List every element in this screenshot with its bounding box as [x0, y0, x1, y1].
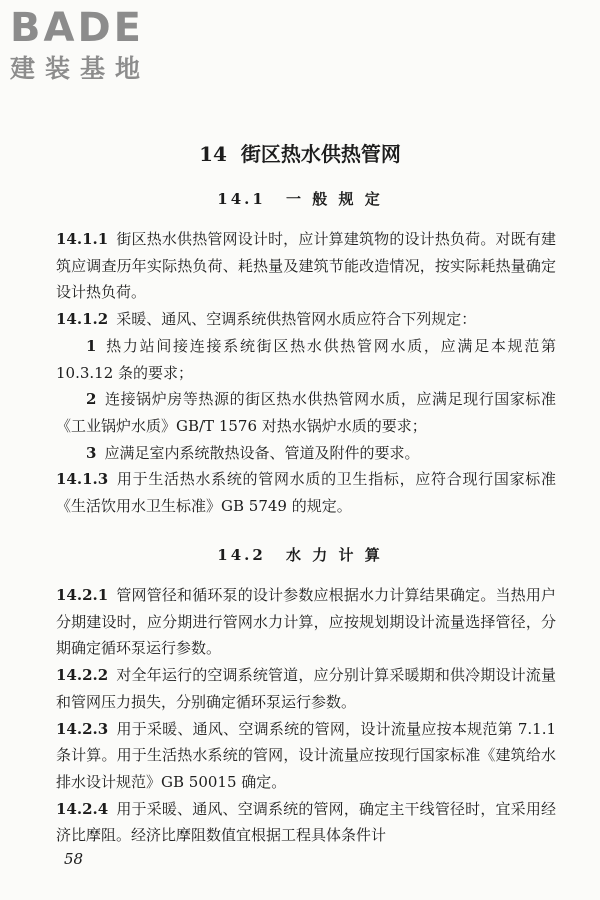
chapter-number: 14	[199, 142, 227, 166]
logo	[10, 6, 150, 84]
clause-number: 14.2.3	[56, 719, 109, 738]
clause-number: 14.2.2	[56, 666, 109, 685]
item-number: 1	[86, 336, 97, 355]
clause-number: 14.2.4	[56, 799, 109, 818]
item-text: 应满足室内系统散热设备、管道及附件的要求。	[104, 443, 420, 462]
logo-wordmark: BADE	[10, 5, 144, 51]
list-item	[56, 333, 556, 386]
section-number: 14.1	[217, 190, 266, 208]
clause-paragraph	[56, 662, 556, 715]
section-title: 水 力 计 算	[286, 546, 383, 564]
item-text: 热力站间接连接系统街区热水供热管网水质，应满足本规范第 10.3.12 条的要求；	[56, 336, 556, 382]
section-body	[56, 226, 556, 520]
clause-paragraph	[56, 716, 556, 796]
clause-text: 用于生活热水系统的管网水质的卫生指标，应符合现行国家标准《生活饮用水卫生标准》GB 5749 的规定。	[56, 470, 556, 516]
clause-text: 街区热水供热管网设计时，应计算建筑物的设计热负荷。对既有建筑应调查历年实际热负荷、耗热量及建筑节能改造情况，按实际耗热量确定设计热负荷。	[56, 230, 556, 302]
clause-number: 14.1.1	[56, 230, 109, 248]
list-item	[56, 386, 556, 439]
clause-paragraph	[56, 796, 556, 849]
section-heading	[0, 544, 600, 565]
clause-text: 管网管径和循环泵的设计参数应根据水力计算结果确定。当热用户分期建设时，应分期进行管网水力计算，应按规划期设计流量选择管径，分期确定循环泵运行参数。	[56, 586, 556, 658]
list-item	[56, 440, 556, 467]
clause-paragraph	[56, 226, 556, 306]
item-text: 连接锅炉房等热源的街区热水供热管网水质，应满足现行国家标准《工业锅炉水质》GB/T 1576 对热水锅炉水质的要求；	[56, 390, 556, 435]
section-body	[56, 582, 556, 849]
clause-number: 14.1.3	[56, 470, 109, 489]
clause-text: 对全年运行的空调系统管道，应分别计算采暖期和供冷期设计流量和管网压力损失，分别确定循环泵运行参数。	[56, 666, 556, 711]
clause-paragraph	[56, 466, 556, 519]
section-title: 一 般 规 定	[286, 190, 383, 208]
clause-paragraph	[56, 582, 556, 662]
clause-paragraph	[56, 306, 556, 333]
item-number: 2	[86, 390, 97, 409]
clause-text: 用于采暖、通风、空调系统的管网，确定主干线管径时，宜采用经济比摩阻。经济比摩阻数值宜根据工程具体条件计	[56, 799, 556, 845]
logo-subtitle: 建装基地	[10, 54, 151, 83]
section-heading	[0, 188, 600, 209]
clause-number: 14.2.1	[56, 586, 109, 604]
page-number: 58	[64, 850, 84, 868]
clause-text: 用于采暖、通风、空调系统的管网，设计流量应按本规范第 7.1.1 条计算。用于生活热水系统的管网，设计流量应按现行国家标准《建筑给水排水设计规范》GB 50015 确定。	[56, 719, 556, 791]
chapter-heading	[0, 138, 600, 167]
clause-number: 14.1.2	[56, 310, 109, 329]
chapter-title: 街区热水供热管网	[240, 142, 401, 166]
item-number: 3	[86, 443, 97, 462]
clause-text: 采暖、通风、空调系统供热管网水质应符合下列规定：	[116, 310, 477, 329]
section-number: 14.2	[217, 546, 266, 564]
